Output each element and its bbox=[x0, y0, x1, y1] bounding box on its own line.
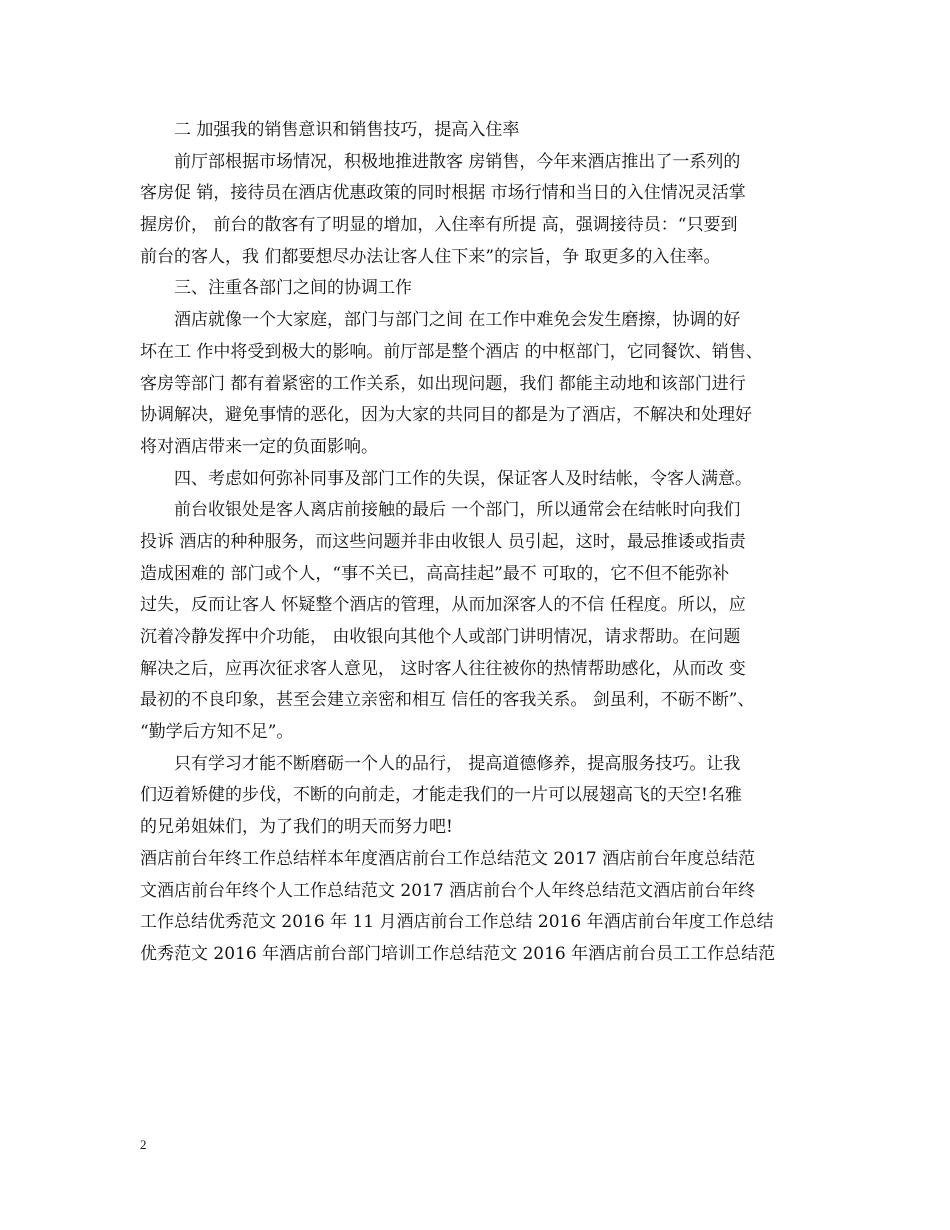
text-line: 沉着冷静发挥中介功能， 由收银向其他个人或部门讲明情况，请求帮助。在问题 bbox=[140, 627, 741, 647]
text-line: 前厅部根据市场情况，积极地推进散客 房销售，今年来酒店推出了一系列的 bbox=[174, 151, 741, 172]
text-line: 投诉 酒店的种种服务，而这些问题并非由收银人 员引起，这时，最忌推诿或指责 bbox=[140, 531, 746, 552]
text-line: 酒店前台年终工作总结样本年度酒店前台工作总结范文 2017 酒店前台年度总结范 bbox=[140, 848, 756, 869]
text-line: 客房等部门 都有着紧密的工作关系，如出现问题，我们 都能主动地和该部门进行 bbox=[140, 373, 746, 394]
text-line: 协调解决，避免事情的恶化，因为大家的共同目的都是为了酒店，不解决和处理好 bbox=[140, 405, 752, 426]
text-line: 酒店就像一个大家庭，部门与部门之间 在工作中难免会发生磨擦，协调的好 bbox=[174, 310, 741, 331]
text-line: “勤学后方知不足”。 bbox=[140, 722, 294, 743]
text-line: 前台的客人，我 们都要想尽办法让客人住下来”的宗旨，争 取更多的入住率。 bbox=[140, 246, 721, 267]
text-line: 前台收银处是客人离店前接触的最后 一个部门，所以通常会在结帐时向我们 bbox=[174, 500, 741, 521]
text-line: 最初的不良印象，甚至会建立亲密和相互 信任的客我关系。 剑虽利，不砺不断”、 bbox=[140, 690, 755, 711]
text-line: 们迈着矫健的步伐，不断的向前走，才能走我们的一片可以展翅高飞的天空!名雅 bbox=[140, 785, 742, 806]
text-line: 造成困难的 部门或个人，“事不关已，高高挂起”最不 可取的，它不但不能弥补 bbox=[140, 563, 730, 584]
text-line: 只有学习才能不断磨砺一个人的品行， 提高道德修养，提高服务技巧。让我 bbox=[174, 753, 741, 774]
text-line: 过失，反而让客人 怀疑整个酒店的管理，从而加深客人的不信 任程度。所以，应 bbox=[140, 595, 746, 616]
text-line: 三、注重各部门之间的协调工作 bbox=[174, 278, 412, 299]
text-line: 将对酒店带来一定的负面影响。 bbox=[140, 436, 378, 457]
text-line: 四、考虑如何弥补同事及部门工作的失误，保证客人及时结帐，令客人满意。 bbox=[174, 468, 752, 489]
text-line: 二 加强我的销售意识和销售技巧，提高入住率 bbox=[174, 120, 520, 140]
text-line: 握房价， 前台的散客有了明显的增加，入住率有所提 高，强调接待员：“只要到 bbox=[140, 215, 738, 236]
document-body bbox=[140, 115, 825, 971]
text-line: 坏在工 作中将受到极大的影响。前厅部是整个酒店 的中枢部门，它同餐饮、销售、 bbox=[140, 341, 763, 362]
text-line: 优秀范文 2016 年酒店前台部门培训工作总结范文 2016 年酒店前台员工工作总结范 bbox=[140, 943, 776, 964]
page-number: 2 bbox=[140, 1137, 147, 1152]
text-line: 解决之后，应再次征求客人意见， 这时客人往往被你的热情帮助感化，从而改 变 bbox=[140, 658, 746, 679]
text-line: 客房促 销，接待员在酒店优惠政策的同时根据 市场行情和当日的入住情况灵活掌 bbox=[140, 183, 746, 204]
text-line: 文酒店前台年终个人工作总结范文 2017 酒店前台个人年终总结范文酒店前台年终 bbox=[140, 880, 756, 901]
text-line: 工作总结优秀范文 2016 年 11 月酒店前台工作总结 2016 年酒店前台年度工作总结 bbox=[140, 912, 774, 933]
text-line: 的兄弟姐妹们，为了我们的明天而努力吧! bbox=[140, 817, 453, 838]
